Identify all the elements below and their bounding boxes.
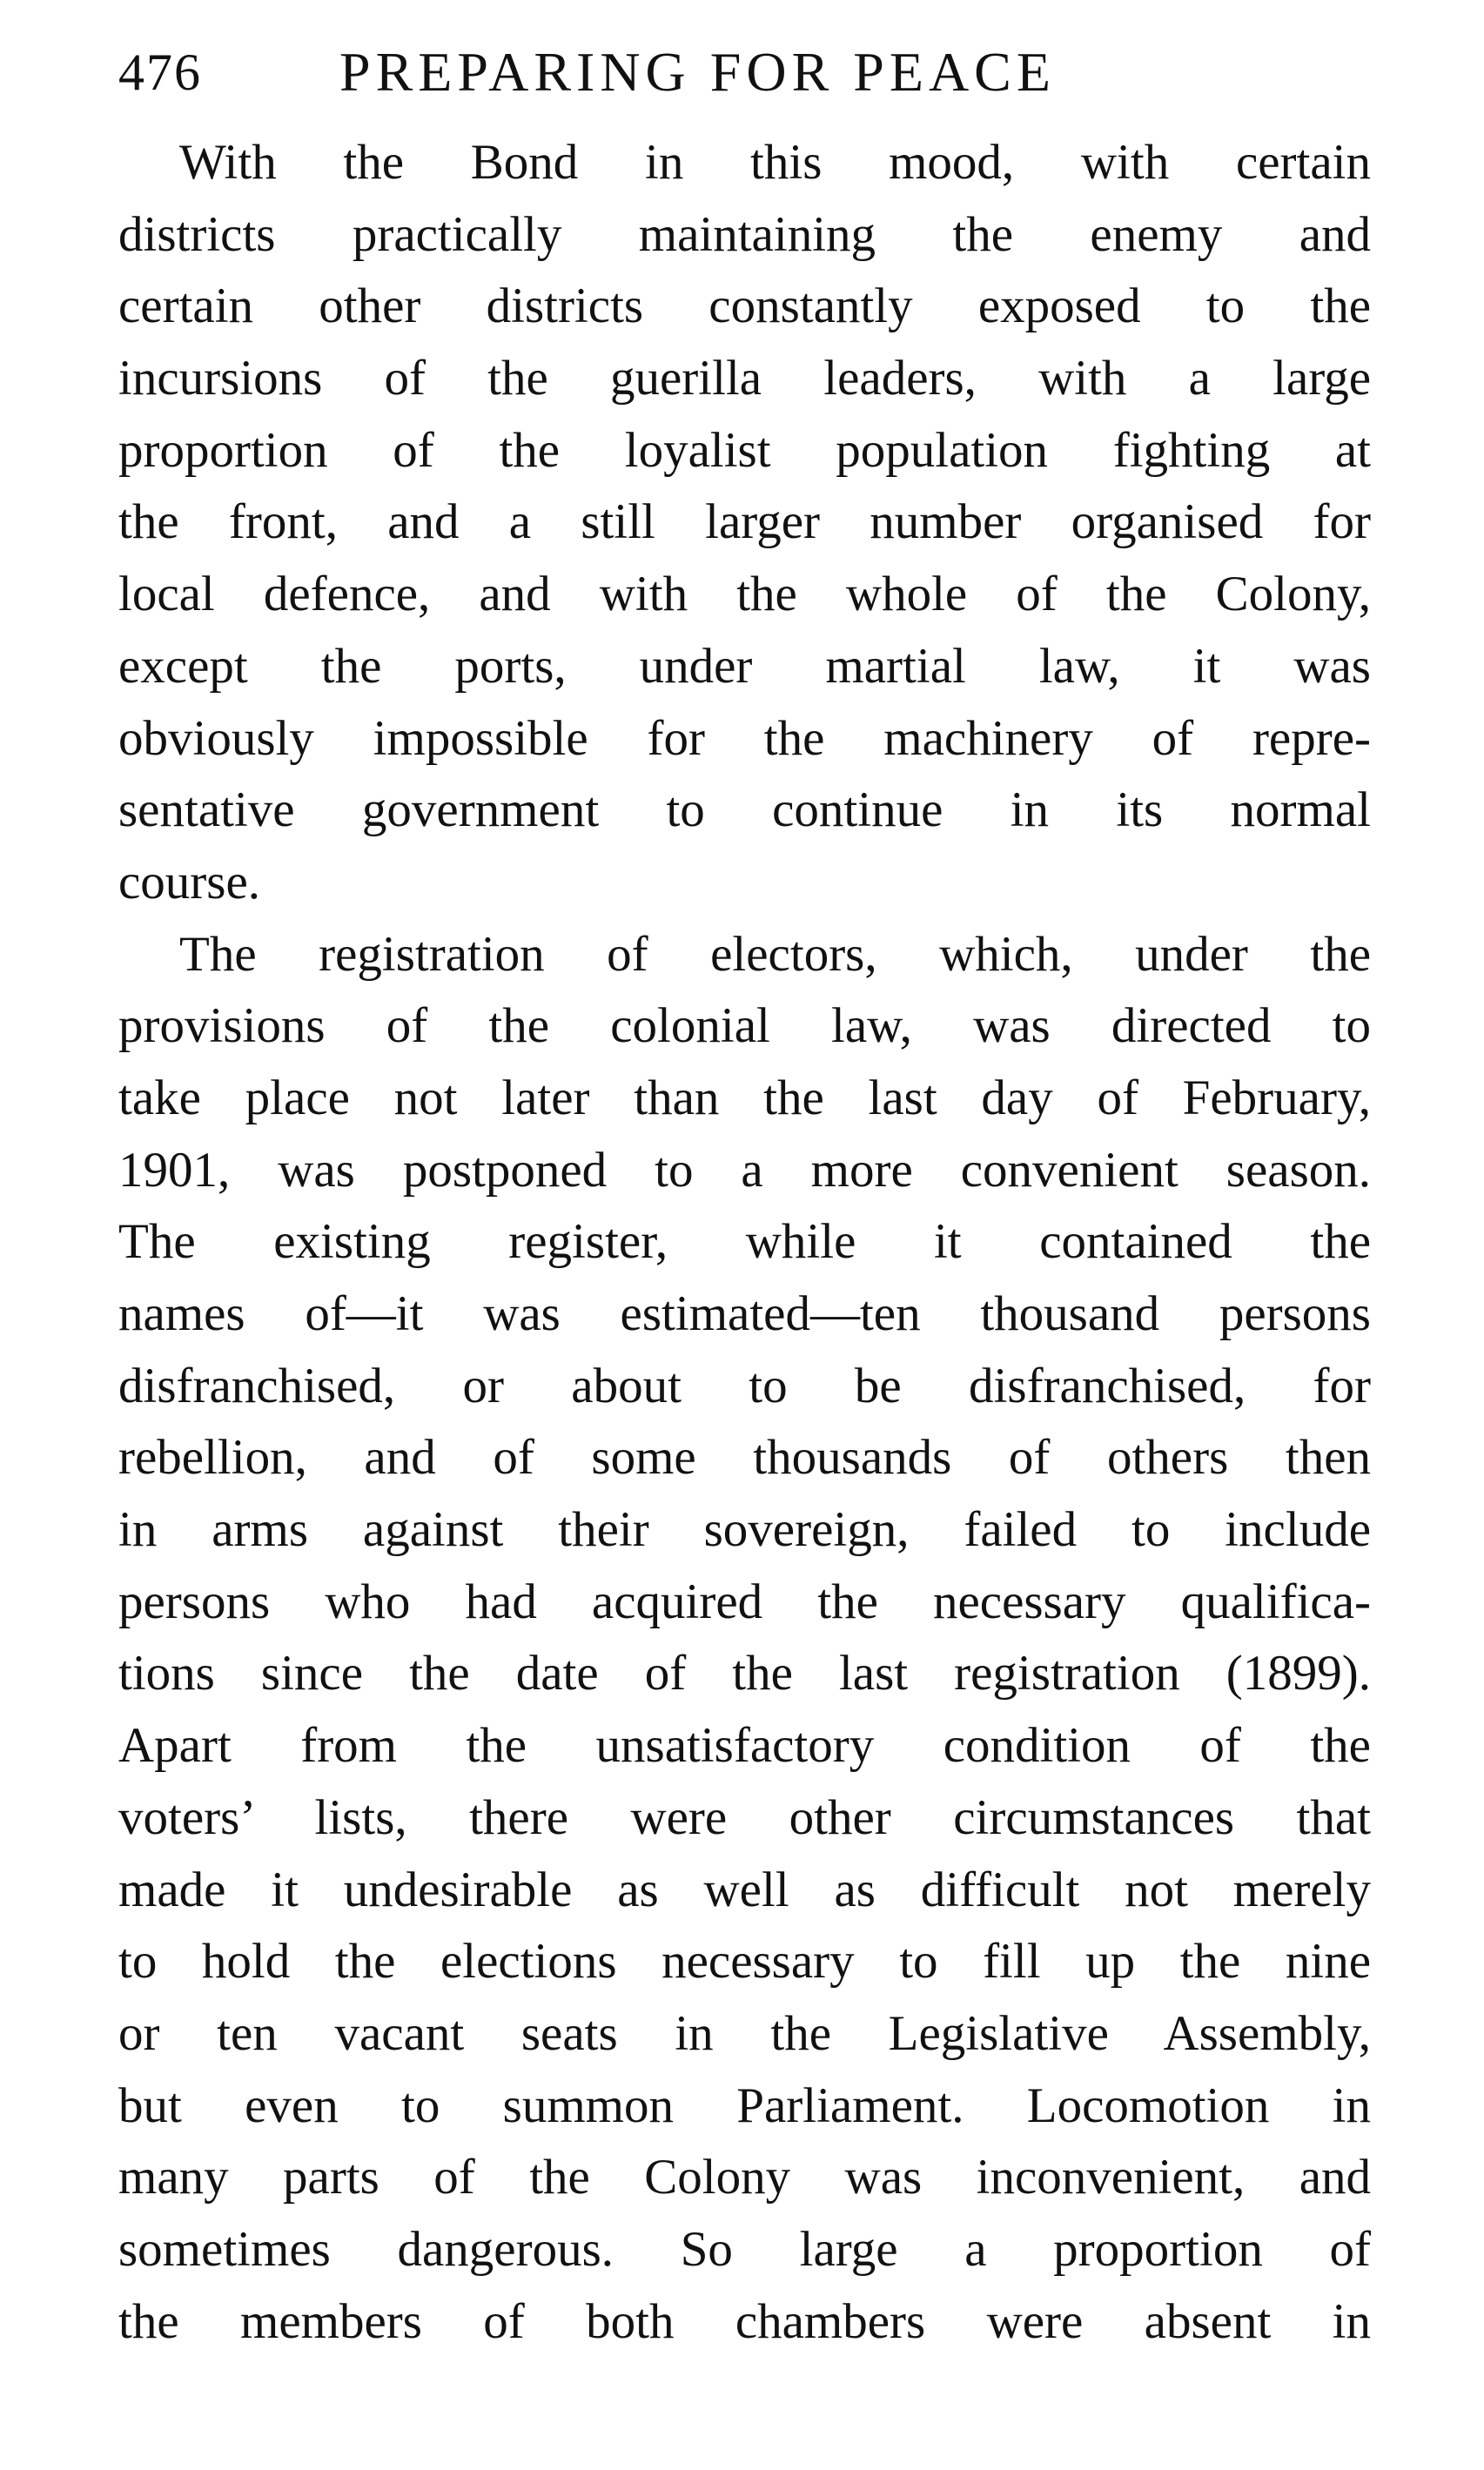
text-line: take place not later than the last day of February,	[118, 1070, 1371, 1125]
text-line: incursions of the guerilla leaders, with a large	[118, 351, 1371, 406]
text-line: rebellion, and of some thousands of others then	[118, 1430, 1371, 1486]
text-line: The registration of electors, which, under the	[179, 926, 1371, 982]
text-line: certain other districts constantly exposed to the	[118, 279, 1371, 334]
text-line: local defence, and with the whole of the Colony,	[118, 567, 1371, 622]
text-line: obviously impossible for the machinery of repre-	[118, 710, 1371, 766]
text-line: With the Bond in this mood, with certain	[179, 135, 1371, 190]
text-line: provisions of the colonial law, was directed to	[118, 998, 1371, 1054]
text-line: in arms against their sovereign, failed to include	[118, 1502, 1371, 1558]
body-text	[118, 127, 1371, 2358]
text-line: proportion of the loyalist population fighting at	[118, 422, 1371, 478]
text-line: the members of both chambers were absent in	[118, 2293, 1371, 2349]
text-line: or ten vacant seats in the Legislative Assembly,	[118, 2005, 1371, 2061]
text-line: disfranchised, or about to be disfranchised, for	[118, 1358, 1371, 1413]
text-line: The existing register, while it contained the	[118, 1214, 1371, 1270]
text-line: but even to summon Parliament. Locomotion in	[118, 2077, 1371, 2133]
text-line: many parts of the Colony was inconvenient, and	[118, 2150, 1371, 2205]
text-line: except the ports, under martial law, it was	[118, 638, 1371, 694]
text-line: made it undesirable as well as difficult not merely	[118, 1862, 1371, 1917]
text-line: 1901, was postponed to a more convenient season.	[118, 1142, 1371, 1198]
text-line: persons who had acquired the necessary qualifica-	[118, 1574, 1371, 1629]
text-line: sentative government to continue in its normal	[118, 782, 1371, 838]
page-number: 476	[118, 44, 202, 101]
text-line: Apart from the unsatisfactory condition of the	[118, 1718, 1371, 1774]
text-line: voters’ lists, there were other circumstances that	[118, 1789, 1371, 1845]
text-line: tions since the date of the last registration (1899).	[118, 1646, 1371, 1701]
text-line: course.	[118, 854, 261, 909]
text-line: to hold the elections necessary to fill up the nine	[118, 1934, 1371, 1990]
text-line: sometimes dangerous. So large a proportion of	[118, 2221, 1371, 2277]
paragraph	[118, 127, 1371, 919]
text-line: names of—it was estimated—ten thousand persons	[118, 1286, 1371, 1341]
running-title: PREPARING FOR PEACE	[339, 41, 1056, 103]
page-header	[118, 33, 1163, 111]
paragraph	[118, 919, 1371, 2359]
text-line: districts practically maintaining the enemy and	[118, 206, 1371, 262]
text-line: the front, and a still larger number organised for	[118, 494, 1371, 550]
